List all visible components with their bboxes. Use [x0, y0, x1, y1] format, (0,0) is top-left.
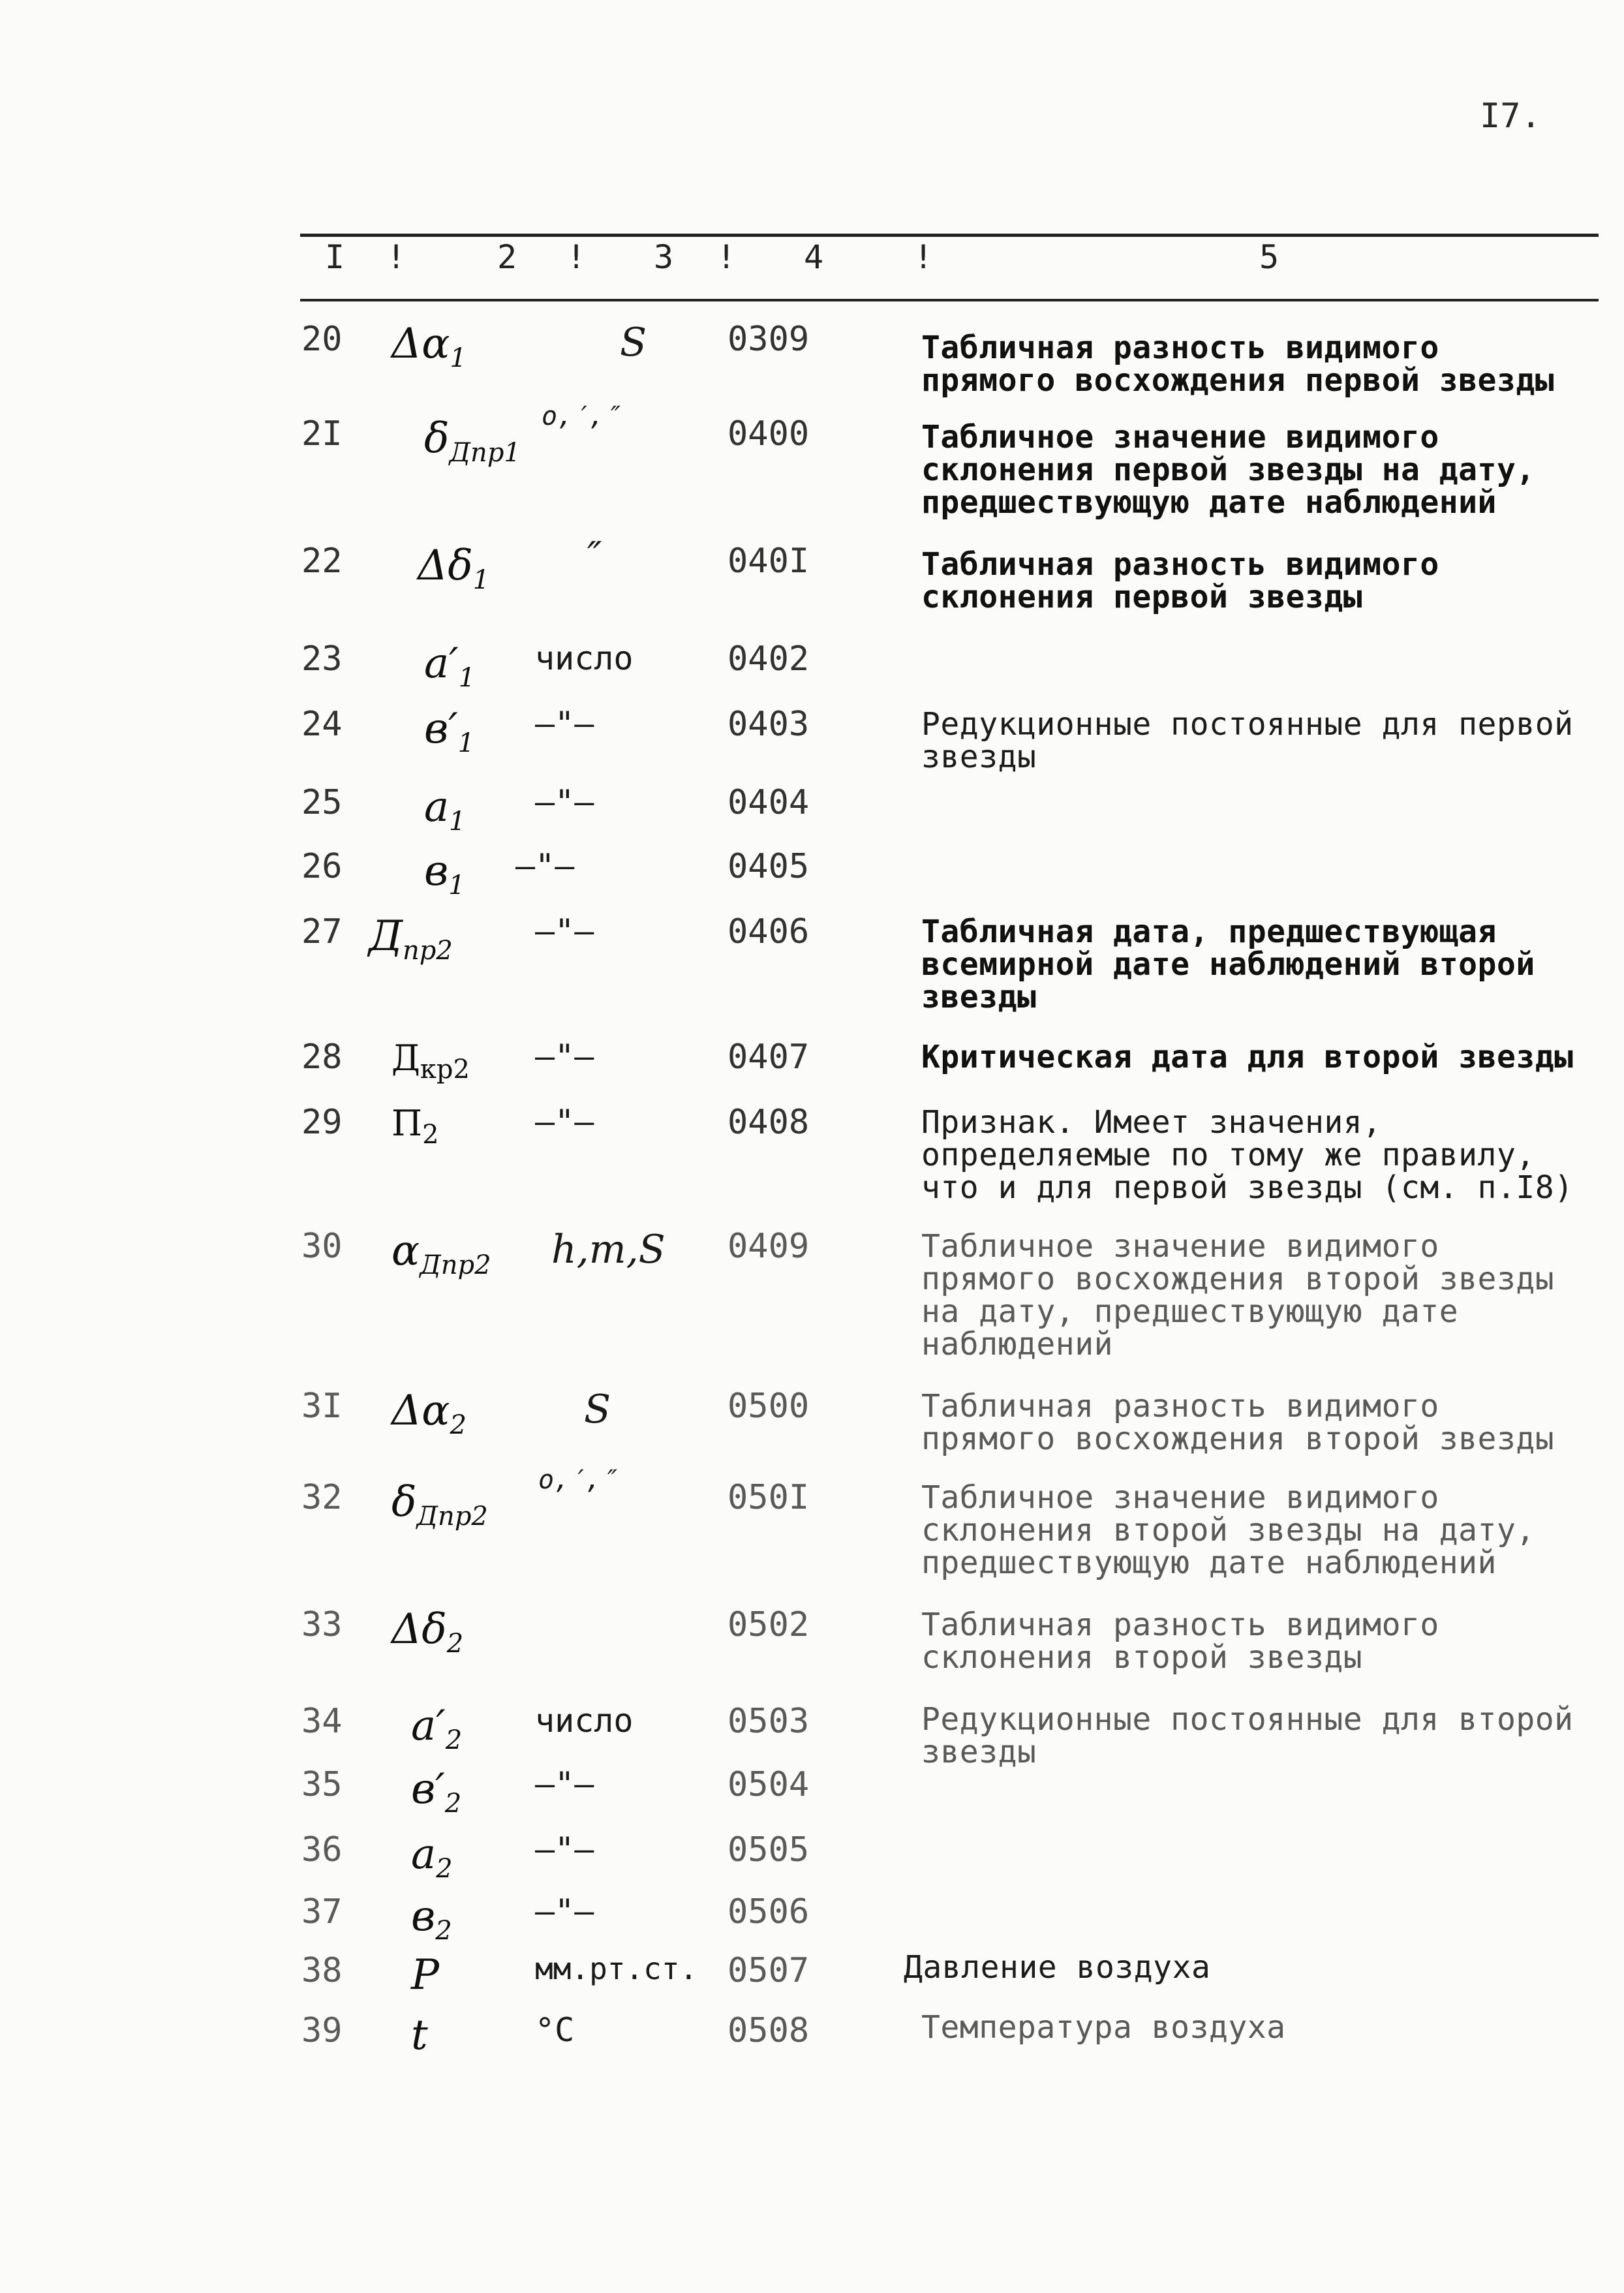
table-row [0, 2009, 1624, 2059]
row-number: 2I [301, 414, 343, 454]
row-unit: мм.рт.ст. [535, 1951, 698, 1986]
row-unit: –"– [535, 912, 594, 950]
table-row [0, 1892, 1624, 1946]
row-unit: –"– [535, 783, 594, 821]
table-row [0, 320, 1624, 399]
row-symbol: $a'_2$ [411, 1702, 463, 1755]
row-symbol: $\Delta\alpha_1$ [391, 320, 467, 373]
row-description: Табличная разность видимого прямого восхождения первой звезды [921, 330, 1555, 399]
row-unit: S [584, 1387, 611, 1432]
table-row [0, 1387, 1624, 1457]
row-code: 0503 [728, 1702, 810, 1741]
row-unit: –"– [535, 1038, 594, 1075]
row-symbol: $в_1$ [424, 847, 465, 900]
row-symbol: $Д_{кр2}$ [391, 1038, 470, 1085]
row-unit: –"– [515, 847, 575, 885]
row-description: Редукционные постоянные для первой звезды [921, 706, 1574, 775]
row-unit: ″ [587, 534, 602, 579]
table-row [0, 401, 1624, 521]
row-code: 0403 [728, 705, 810, 744]
table-row [0, 1830, 1624, 1884]
row-symbol: $в'_1$ [424, 705, 475, 758]
row-symbol: $в'_2$ [411, 1765, 462, 1819]
row-code: 0409 [728, 1227, 810, 1266]
header-sep-4: ! [913, 238, 934, 276]
row-description: Табличное значение видимого склонения второй звезды на дату, предшествующую дате наблюдений [921, 1479, 1535, 1581]
table-row [0, 783, 1624, 837]
header-sep-1: ! [386, 238, 406, 276]
row-number: 26 [301, 847, 343, 886]
row-symbol: $a'_1$ [424, 639, 476, 693]
row-description: Признак. Имеет значения, определяемые по тому же правилу, что и для первой звезды (см. п.I8) [921, 1104, 1574, 1206]
row-description: Табличная дата, предшествующая всемирной дате наблюдений второй звезды [921, 914, 1535, 1015]
row-number: 33 [301, 1605, 343, 1644]
row-number: 39 [301, 2011, 343, 2050]
row-number: 32 [301, 1478, 343, 1517]
row-symbol: t [411, 2011, 428, 2059]
row-code: 0504 [728, 1765, 810, 1804]
table-row [0, 1038, 1624, 1085]
row-symbol: $a_1$ [424, 783, 466, 837]
row-number: 38 [301, 1951, 343, 1990]
row-unit: h,m,S [551, 1227, 666, 1272]
row-number: 36 [301, 1830, 343, 1870]
header-col-4: 4 [804, 238, 824, 276]
row-symbol: $\alpha_{Дпр2}$ [391, 1227, 491, 1280]
row-description: Критическая дата для второй звезды [921, 1039, 1574, 1075]
row-number: 29 [301, 1103, 343, 1142]
row-description: Редукционные постоянные для второй звезды [921, 1701, 1574, 1770]
row-number: 22 [301, 542, 343, 581]
row-unit: –"– [535, 1765, 594, 1803]
row-unit: °C [535, 2011, 575, 2049]
row-symbol: $\delta_{Дпр2}$ [391, 1478, 488, 1531]
row-unit: –"– [535, 1830, 594, 1868]
row-number: 30 [301, 1227, 343, 1266]
row-code: 0400 [728, 414, 810, 454]
row-symbol: $Д_{пр2}$ [369, 912, 453, 966]
row-code: 0505 [728, 1830, 810, 1870]
table-row [0, 639, 1624, 693]
row-description: Табличное значение видимого склонения первой звезды на дату, предшествующую дате наблюдений [921, 419, 1535, 521]
table-row [0, 1949, 1624, 1999]
row-number: 24 [301, 705, 343, 744]
row-unit: o,′,″ [538, 1465, 617, 1495]
table-row [0, 1103, 1624, 1206]
row-unit: o,′,″ [542, 401, 620, 431]
row-symbol: $\delta_{Дпр1}$ [424, 414, 521, 468]
header-col-1: I [325, 238, 345, 276]
row-description: Табличное значение видимого прямого восхождения второй звезды на дату, предшествующую дате наблюдений [921, 1228, 1555, 1362]
row-number: 25 [301, 783, 343, 822]
row-code: 0407 [728, 1038, 810, 1077]
header-sep-2: ! [566, 238, 587, 276]
row-number: 20 [301, 320, 343, 359]
table-row [0, 705, 1624, 775]
row-unit: число [535, 639, 634, 677]
row-code: 040I [728, 542, 810, 581]
row-unit: –"– [535, 705, 594, 743]
row-symbol: $\Delta\delta_1$ [418, 542, 490, 595]
table-row [0, 847, 1624, 900]
row-unit: –"– [535, 1103, 594, 1141]
row-unit: S [620, 320, 647, 365]
row-code: 0406 [728, 912, 810, 951]
row-code: 050I [728, 1478, 810, 1517]
row-number: 37 [301, 1892, 343, 1931]
row-description: Табличная разность видимого склонения первой звезды [921, 546, 1439, 615]
row-code: 0408 [728, 1103, 810, 1142]
header-col-3: 3 [654, 238, 674, 276]
row-symbol: $\Delta\delta_2$ [391, 1605, 464, 1659]
row-code: 0404 [728, 783, 810, 822]
row-description: Табличная разность видимого прямого восхождения второй звезды [921, 1388, 1555, 1457]
row-code: 0502 [728, 1605, 810, 1644]
row-symbol: $в_2$ [411, 1892, 452, 1946]
row-code: 0309 [728, 320, 810, 359]
table-row [0, 1765, 1624, 1819]
page-number: I7. [1480, 97, 1541, 136]
row-symbol: $П_2$ [391, 1103, 439, 1150]
table-row [0, 1465, 1624, 1581]
row-code: 0506 [728, 1892, 810, 1931]
table-row [0, 1227, 1624, 1362]
row-number: 23 [301, 639, 343, 679]
row-unit: –"– [535, 1892, 594, 1930]
table-row [0, 1605, 1624, 1676]
row-code: 0507 [728, 1951, 810, 1990]
row-description: Температура воздуха [921, 2009, 1286, 2046]
header-sep-3: ! [716, 238, 737, 276]
table-row [0, 912, 1624, 1015]
row-symbol: $a_2$ [411, 1830, 453, 1884]
row-number: 35 [301, 1765, 343, 1804]
row-description: Табличная разность видимого склонения второй звезды [921, 1607, 1439, 1676]
header-col-5: 5 [1259, 238, 1279, 276]
row-symbol: $\Delta\alpha_2$ [391, 1387, 467, 1440]
row-code: 0405 [728, 847, 810, 886]
row-number: 28 [301, 1038, 343, 1077]
row-code: 0508 [728, 2011, 810, 2050]
header-col-2: 2 [497, 238, 517, 276]
row-description: Давление воздуха [904, 1949, 1211, 1986]
table-row [0, 534, 1624, 615]
row-unit: число [535, 1702, 634, 1740]
table-row [0, 1701, 1624, 1770]
row-code: 0500 [728, 1387, 810, 1426]
row-number: 27 [301, 912, 343, 951]
row-code: 0402 [728, 639, 810, 679]
row-symbol: P [411, 1951, 440, 1999]
row-number: 34 [301, 1702, 343, 1741]
row-number: 3I [301, 1387, 343, 1426]
